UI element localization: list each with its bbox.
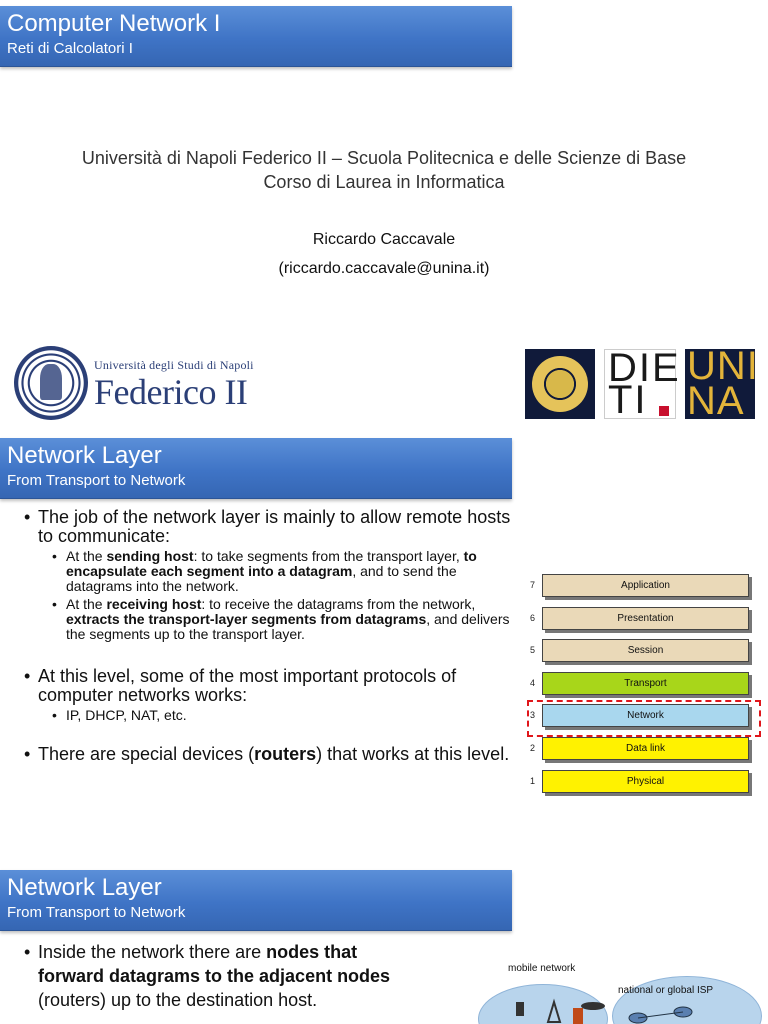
dieti-logo — [604, 346, 681, 422]
author-name: Riccardo Caccavale — [312, 231, 456, 248]
slide-title-text: Network Layer — [7, 442, 162, 469]
bold-text: routers — [254, 744, 317, 764]
bullet-item — [24, 508, 524, 642]
bold-text: receiving host — [106, 596, 202, 612]
layer-session: Session — [542, 639, 749, 662]
text: There are special devices ( — [38, 744, 255, 764]
unina-line1: UNI — [687, 344, 759, 388]
text: Inside the network there are — [38, 942, 267, 962]
text: , and to send the datagrams into the network. — [66, 563, 457, 594]
text: ) that works at this level. — [316, 744, 510, 764]
bullet-list — [24, 940, 424, 1012]
dieti-line2: TI — [608, 378, 648, 422]
logo-big-text: Federico II — [94, 372, 248, 412]
network-diagram-icon — [478, 984, 763, 1024]
text: At the — [66, 596, 107, 612]
layer-data-link: Data link — [542, 737, 749, 760]
bullet-item — [24, 745, 524, 764]
bullet-list — [24, 508, 524, 764]
layer-transport: Transport — [542, 672, 749, 695]
author-email: (riccardo.caccavale@unina.it) — [278, 260, 490, 277]
text: At the — [66, 548, 107, 564]
layer-application: Application — [542, 574, 749, 597]
layer-network: Network — [542, 704, 749, 727]
course-line: Corso di Laurea in Informatica — [263, 172, 505, 192]
unina-logo — [685, 344, 759, 423]
bold-text: to encapsulate each segment into a datagram — [66, 548, 477, 579]
osi-layer-stack — [530, 574, 758, 804]
bold-text: nodes that forward datagrams to the adjacent nodes — [38, 942, 391, 986]
layer-number: 1 — [530, 775, 536, 786]
unina-seal-logo — [525, 349, 595, 419]
title-bar — [0, 438, 512, 499]
logo-small-text: Università degli Studi di Napoli — [94, 358, 254, 372]
text: : to take segments from the transport layer, — [193, 548, 464, 564]
layer-number: 5 — [530, 645, 536, 656]
network-layer-highlight — [527, 700, 761, 737]
mobile-network-label: mobile network — [508, 963, 576, 974]
layer-number: 6 — [530, 612, 536, 623]
slide-subtitle-text: From Transport to Network — [7, 472, 186, 489]
federico-ii-logo — [14, 346, 264, 420]
bullet-text: At this level, some of the most important protocols of computer networks works: — [38, 666, 457, 705]
slide-title-text: Network Layer — [7, 874, 162, 901]
layer-physical: Physical — [542, 770, 749, 793]
layer-number: 7 — [530, 580, 536, 590]
slide-title — [0, 0, 768, 432]
bullet-item — [24, 667, 524, 723]
university-seal-icon — [14, 346, 88, 420]
university-line: Università di Napoli Federico II – Scuola Politecnica e delle Scienze di Base — [81, 148, 687, 168]
bold-text: sending host — [106, 548, 194, 564]
slide-title-text: Computer Network I — [7, 10, 221, 37]
sub-bullet-item — [52, 597, 524, 642]
dieti-line1: DIE — [608, 346, 681, 390]
bullet-text: The job of the network layer is mainly to allow remote hosts to communicate: — [38, 507, 511, 546]
layer-number: 4 — [530, 677, 536, 688]
slide-subtitle-text: From Transport to Network — [7, 904, 186, 921]
layer-number: 2 — [530, 743, 536, 753]
text: (routers) up to the destination host. — [38, 990, 318, 1010]
bullet-item — [24, 940, 424, 1012]
layer-presentation: Presentation — [542, 607, 749, 630]
sub-bullet-item — [52, 549, 524, 594]
slide-subtitle-text: Reti di Calcolatori I — [7, 40, 133, 57]
isp-label: national or global ISP — [618, 985, 714, 996]
unina-line2: NA — [687, 379, 745, 423]
title-bar — [0, 870, 512, 931]
sub-bullet-item: • IP, DHCP, NAT, etc. — [52, 708, 524, 723]
text: , and delivers the segments up to the transport layer. — [66, 611, 510, 642]
text: : to receive the datagrams from the network, — [201, 596, 476, 612]
bold-text: extracts the transport-layer segments from datagrams — [66, 611, 427, 627]
title-bar — [0, 6, 512, 67]
layer-number: 3 — [530, 710, 536, 721]
dieti-red-dot — [659, 406, 669, 416]
